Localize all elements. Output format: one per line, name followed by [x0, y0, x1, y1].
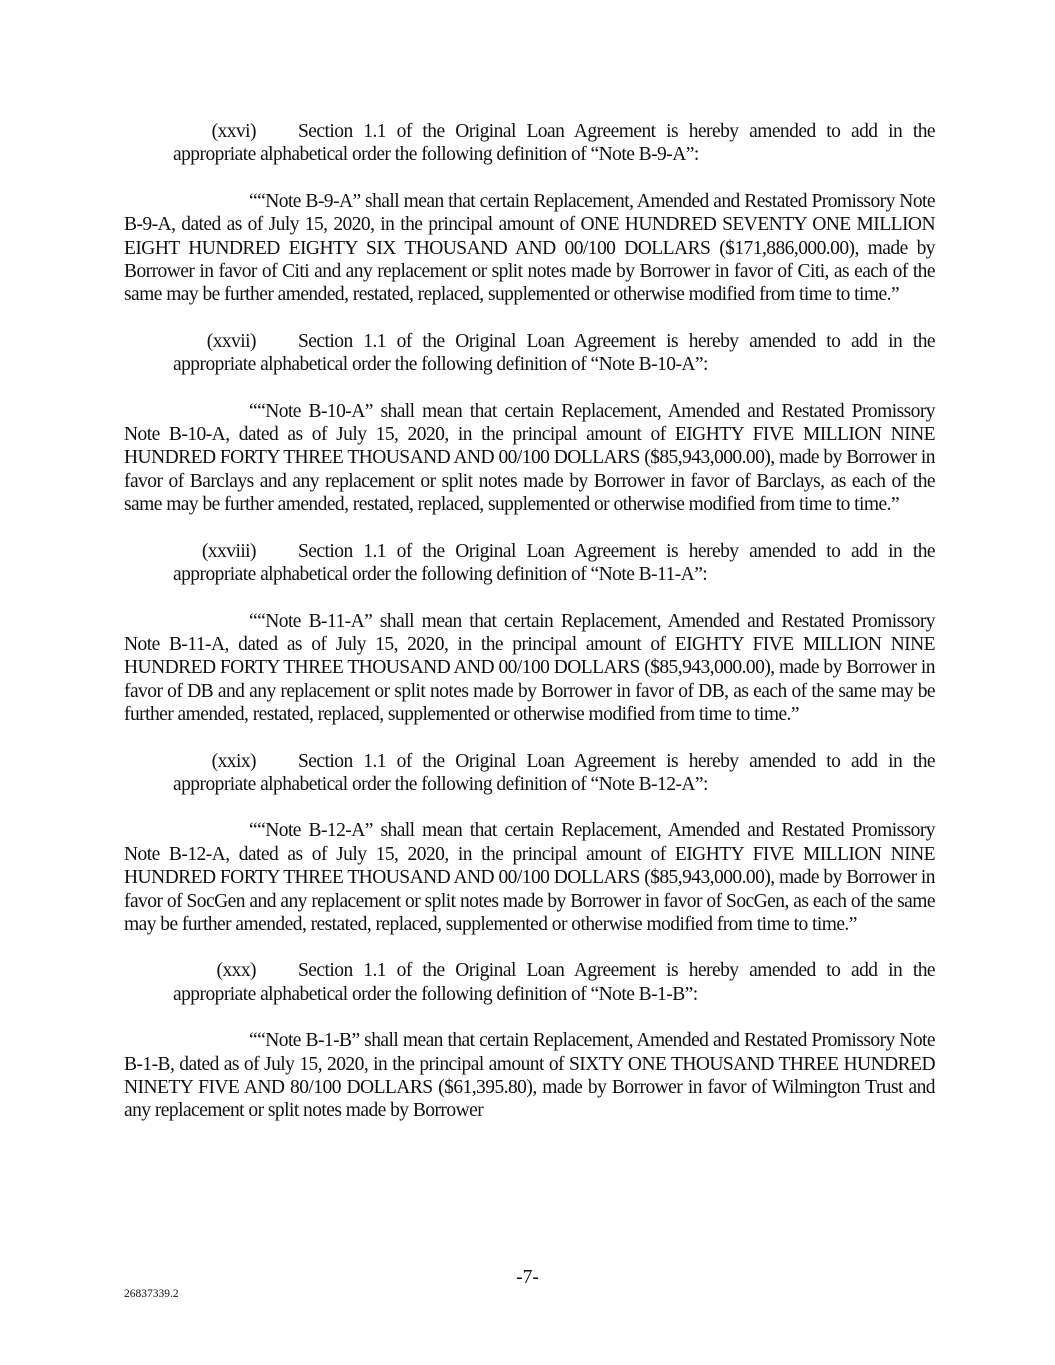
definition-paragraph: ““Note B-9-A” shall mean that certain Replacement, Amended and Restated Promissory Note B-9-A, dated as of July 15, 2020, in the principal amount of ONE HUNDRED SEVENTY ONE MILLION EIGHT HUNDRED EIGHTY SIX THOUSAND AND 00/100 DOLLARS ($171,886,000.00), made by Borrower in favor of Citi and any replacement or split notes made by Borrower in favor of Citi, as each of the same may be further amended, restated, replaced, supplemented or otherwise modified from time to time.”: [124, 190, 935, 306]
section-item: [124, 120, 935, 167]
section-item: [124, 750, 935, 797]
definition-paragraph: ““Note B-12-A” shall mean that certain Replacement, Amended and Restated Promissory Note B-12-A, dated as of July 15, 2020, in the principal amount of EIGHTY FIVE MILLION NINE HUNDRED FORTY THREE THOUSAND AND 00/100 DOLLARS ($85,943,000.00), made by Borrower in favor of SocGen and any replacement or split notes made by Borrower in favor of SocGen, as each of the same may be further amended, restated, replaced, supplemented or otherwise modified from time to time.”: [124, 820, 935, 935]
definition-paragraph: ““Note B-11-A” shall mean that certain Replacement, Amended and Restated Promissory Note B-11-A, dated as of July 15, 2020, in the principal amount of EIGHTY FIVE MILLION NINE HUNDRED FORTY THREE THOUSAND AND 00/100 DOLLARS ($85,943,000.00), made by Borrower in favor of DB and any replacement or split notes made by Borrower in favor of DB, as each of the same may be further amended, restated, replaced, supplemented or otherwise modified from time to time.”: [124, 610, 935, 726]
section-item: [124, 540, 935, 587]
document-id: 26837339.2: [124, 1288, 179, 1300]
document-body: [124, 120, 935, 1146]
section-intro: Section 1.1 of the Original Loan Agreement is hereby amended to add in the appropriate alphabetical order the following definition of “Note B-11-A”:: [173, 540, 935, 586]
section-item: [124, 959, 935, 1006]
section-intro: Section 1.1 of the Original Loan Agreement is hereby amended to add in the appropriate alphabetical order the following definition of “Note B-9-A”:: [173, 121, 935, 166]
section-number: (xxix): [211, 750, 256, 772]
section-intro: Section 1.1 of the Original Loan Agreement is hereby amended to add in the appropriate alphabetical order the following definition of “Note B-1-B”:: [173, 960, 935, 1005]
section-number: (xxvii): [206, 330, 256, 352]
page-number: -7-: [516, 1267, 539, 1288]
section-number: (xxviii): [201, 540, 256, 562]
section-intro: Section 1.1 of the Original Loan Agreement is hereby amended to add in the appropriate alphabetical order the following definition of “Note B-12-A”:: [173, 750, 935, 795]
section-intro: Section 1.1 of the Original Loan Agreement is hereby amended to add in the appropriate alphabetical order the following definition of “Note B-10-A”:: [173, 330, 935, 376]
definition-paragraph: ““Note B-1-B” shall mean that certain Replacement, Amended and Restated Promissory Note B-1-B, dated as of July 15, 2020, in the principal amount of SIXTY ONE THOUSAND THREE HUNDRED NINETY FIVE AND 80/100 DOLLARS ($61,395.80), made by Borrower in favor of Wilmington Trust and any replacement or split notes made by Borrower: [124, 1030, 935, 1122]
section-item: [124, 330, 935, 377]
section-number: (xxvi): [211, 121, 256, 142]
definition-paragraph: ““Note B-10-A” shall mean that certain Replacement, Amended and Restated Promissory Note B-10-A, dated as of July 15, 2020, in the principal amount of EIGHTY FIVE MILLION NINE HUNDRED FORTY THREE THOUSAND AND 00/100 DOLLARS ($85,943,000.00), made by Borrower in favor of Barclays and any replacement or split notes made by Borrower in favor of Barclays, as each of the same may be further amended, restated, replaced, supplemented or otherwise modified from time to time.”: [124, 400, 935, 516]
section-number: (xxx): [216, 960, 256, 982]
